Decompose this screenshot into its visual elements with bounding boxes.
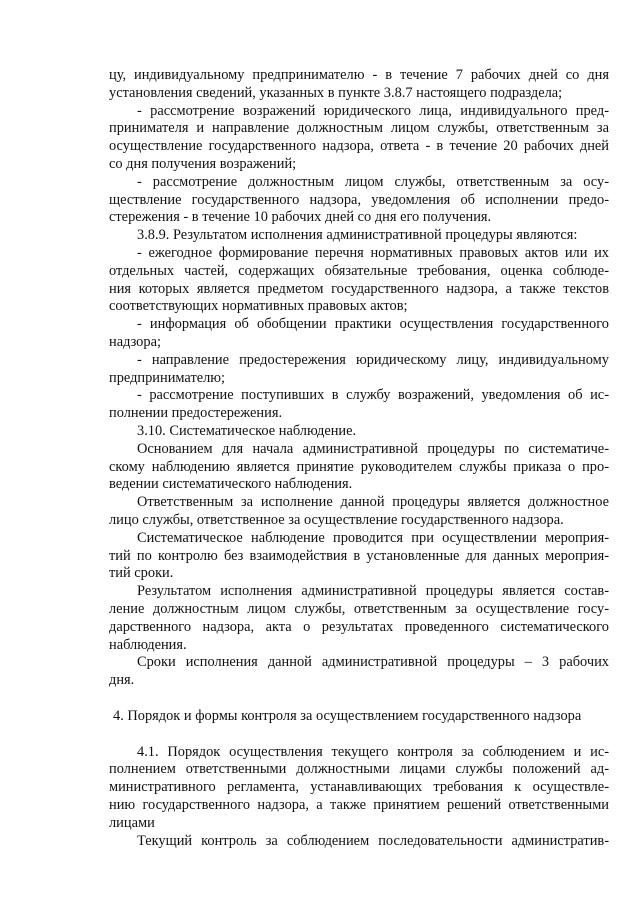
text-line: ление должностным лицом службы, ответственным за осуществление госу-	[109, 600, 609, 617]
text-line: принимателя и направление должностным лицом службы, ответственным за	[109, 120, 609, 137]
text-line: Сроки исполнения данной административной процедуры – 3 рабочих	[137, 654, 609, 671]
text-line: Ответственным за исполнение данной процедуры является должностное	[137, 494, 609, 511]
text-line: дня.	[109, 672, 135, 689]
text-line: - направление предостережения юридическому лицу, индивидуальному	[137, 351, 609, 368]
section-heading: 4. Порядок и формы контроля за осуществлением государственного надзора	[113, 707, 582, 724]
text-line: наблюдения.	[109, 636, 187, 653]
text-line: надзора;	[109, 333, 161, 350]
text-line: - рассмотрение возражений юридического лица, индивидуального пред-	[137, 102, 609, 119]
text-line: полнении предостережения.	[109, 405, 283, 422]
text-line: лицо службы, ответственное за осуществление государственного надзора.	[109, 511, 564, 528]
document-body	[109, 67, 609, 850]
text-line: 4.1. Порядок осуществления текущего контроля за соблюдением и ис-	[137, 743, 609, 760]
text-line: установления сведений, указанных в пункте 3.8.7 настоящего подраздела;	[109, 84, 563, 101]
text-line: Систематическое наблюдение проводится при осуществлении мероприя-	[137, 529, 609, 546]
text-line: стережения - в течение 10 рабочих дней со дня его получения.	[109, 209, 492, 226]
text-line: со дня получения возражений;	[109, 155, 297, 172]
text-line: осуществление государственного надзора, ответа - в течение 20 рабочих дней	[109, 138, 609, 155]
text-line: 3.10. Систематическое наблюдение.	[137, 422, 357, 439]
text-line: дарственного надзора, акта о результатах проведенного систематического	[109, 618, 609, 635]
text-line: 3.8.9. Результатом исполнения административной процедуры являются:	[137, 227, 578, 244]
text-line: Результатом исполнения административной процедуры является состав-	[137, 583, 609, 600]
text-line: лицами	[109, 814, 155, 831]
text-line: нию государственного надзора, а также принятием решений ответственными	[109, 797, 609, 814]
text-line: тий по контролю без взаимодействия в установленные для данных мероприя-	[109, 547, 609, 564]
text-line: - информация об обобщении практики осуществления государственного	[137, 316, 609, 333]
text-line: - рассмотрение поступивших в службу возражений, уведомления об ис-	[137, 387, 609, 404]
text-line: - рассмотрение должностным лицом службы, ответственным за осу-	[137, 173, 609, 190]
text-line: Основанием для начала административной процедуры по систематиче-	[137, 440, 609, 457]
text-line: скому наблюдению является принятие руководителем службы приказа о про-	[109, 458, 609, 475]
text-line: Текущий контроль за соблюдением последовательности административ-	[137, 832, 609, 849]
text-line: министративного регламента, устанавливающих требования к осуществле-	[109, 779, 609, 796]
text-line: тий сроки.	[109, 565, 174, 582]
text-line: цу, индивидуальному предпринимателю - в течение 7 рабочих дней со дня	[109, 67, 609, 83]
text-line: ществление государственного надзора, уведомления об исполнении предо-	[109, 191, 609, 208]
text-line: ния которых является предметом государственного надзора, а также текстов	[109, 280, 609, 297]
text-line: ведении систематического наблюдения.	[109, 476, 353, 493]
text-line: соответствующих нормативных правовых актов;	[109, 298, 408, 315]
text-line: предпринимателю;	[109, 369, 226, 386]
section-spacer	[109, 726, 609, 744]
text-line: отдельных частей, содержащих обязательные требования, оценка соблюде-	[109, 262, 609, 279]
text-line: - ежегодное формирование перечня нормативных правовых актов или их	[137, 244, 609, 261]
section-spacer	[109, 690, 609, 708]
text-line: полнением ответственными должностными лицами службы положений ад-	[109, 761, 609, 778]
